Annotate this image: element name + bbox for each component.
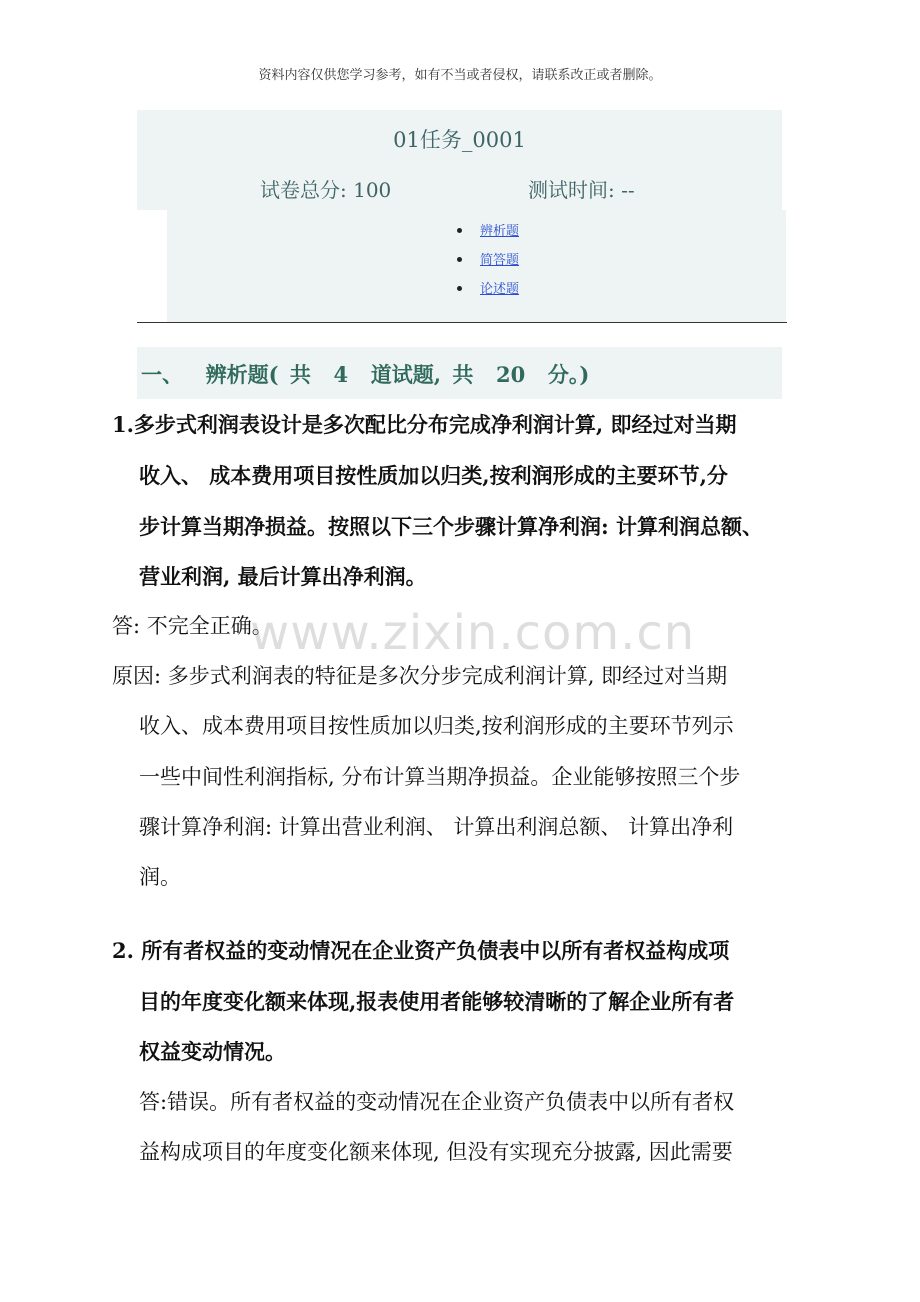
q1-line: 收入、 成本费用项目按性质加以归类,按利润形成的主要环节,分 [139,463,728,488]
nav-list [457,220,519,307]
q2-answer-line: 答:错误。所有者权益的变动情况在企业资产负债表中以所有者权 [139,1090,735,1114]
test-time: 测试时间: -- [528,178,635,202]
watermark: www.zixin.com.cn [250,605,696,661]
nav-link-short-answer[interactable]: 简答题 [480,253,520,268]
section-header [137,347,782,399]
question-type-nav [167,210,786,322]
nav-item-analysis [457,220,519,249]
copyright-notice: 资料内容仅供您学习参考，如有不当或者侵权，请联系改正或者删除。 [258,68,662,83]
q1-reason-line: 润。 [139,865,181,889]
total-score: 试卷总分: 100 [260,178,392,202]
divider [137,322,787,323]
nav-item-short-answer [457,249,519,278]
q1-reason-line: 收入、成本费用项目按性质加以归类,按利润形成的主要环节列示 [139,714,734,738]
q1-reason-line: 原因: 多步式利润表的特征是多次分步完成利润计算, 即经过对当期 [112,664,728,688]
q1-line: 步计算当期净损益。按照以下三个步骤计算净利润: 计算利润总额、 [139,514,764,539]
task-header [137,110,782,210]
q1-line: 1.多步式利润表设计是多次配比分布完成净利润计算, 即经过对当期 [112,412,737,437]
q2-answer-line: 益构成项目的年度变化额来体现, 但没有实现充分披露, 因此需要 [139,1140,733,1164]
q1-answer: 答: 不完全正确。 [112,614,273,638]
nav-link-analysis[interactable]: 辨析题 [480,224,520,239]
section-title: 一、 辨析题( 共 4 道试题, 共 20 分。) [141,362,590,387]
q1-reason-line: 一些中间性利润指标, 分布计算当期净损益。企业能够按照三个步 [139,765,741,789]
q1-line: 营业利润, 最后计算出净利润。 [139,564,427,589]
q2-line: 目的年度变化额来体现,报表使用者能够较清晰的了解企业所有者 [139,989,735,1014]
task-title: 01任务_0001 [393,128,526,152]
nav-item-essay [457,278,519,307]
nav-link-essay[interactable]: 论述题 [480,282,520,297]
q2-line: 权益变动情况。 [139,1039,286,1064]
bullet-icon [457,228,462,233]
bullet-icon [457,257,462,262]
q2-line: 2. 所有者权益的变动情况在企业资产负债表中以所有者权益构成项 [112,938,730,963]
q1-reason-line: 骤计算净利润: 计算出营业利润、 计算出利润总额、 计算出净利 [139,815,734,839]
bullet-icon [457,286,462,291]
